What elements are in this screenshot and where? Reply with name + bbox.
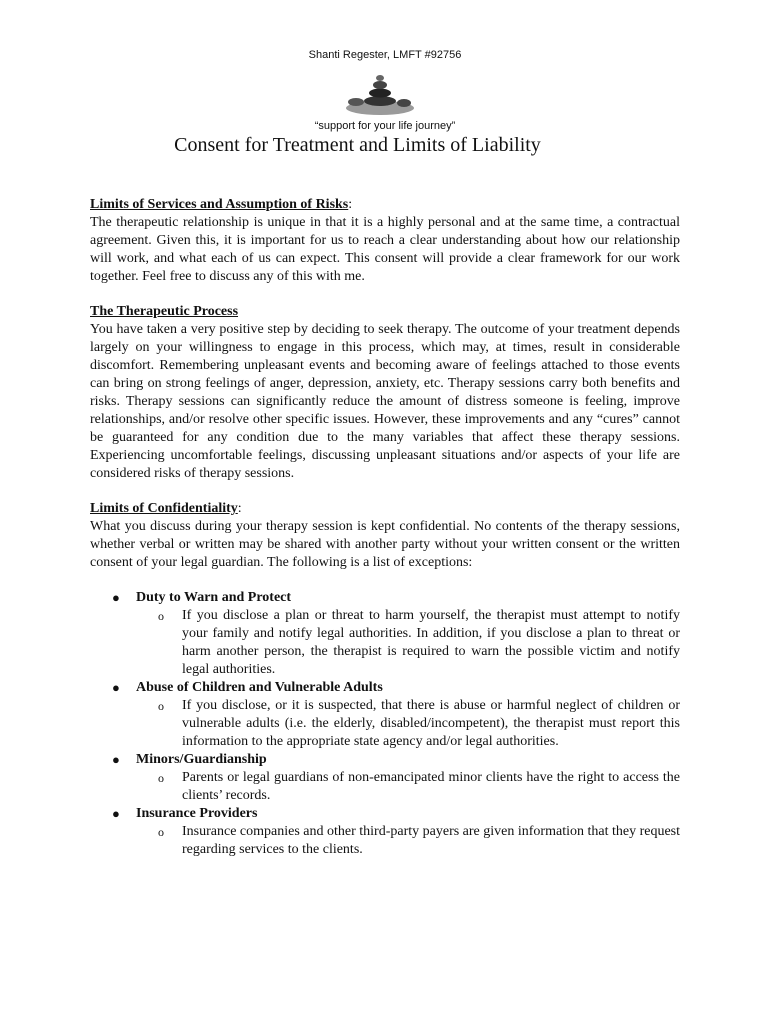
page-title: Consent for Treatment and Limits of Liability xyxy=(174,134,541,156)
section-text: You have taken a very positive step by deciding to seek therapy. The outcome of your treatment depends largely on your willingness to engage in this process, which may, at times, result in considerable discomfort. Remembering unpleasant events and becoming aware of feelings attached to those events can bring on strong feelings of anger, depression, anxiety, etc. Therapy sessions carry both benefits and risks. Therapy sessions can significantly reduce the amount of distress someone is feeling, improve relationships, and/or resolve other specific issues. However, these improvements and any “cures” cannot be guaranteed for any condition due to the many variables that affect these therapy sessions. Experiencing uncomfortable feelings, discussing unpleasant situations and/or aspects of your life are considered risks of therapy sessions. xyxy=(90,322,680,481)
exception-detail-text: Parents or legal guardians of non-emancipated minor clients have the right to access the clients’ records. xyxy=(182,770,680,803)
exception-detail xyxy=(136,607,680,679)
exception-title: Insurance Providers xyxy=(136,806,258,821)
sub-bullet-icon: o xyxy=(158,825,164,839)
section-heading: Limits of Services and Assumption of Risks xyxy=(90,197,349,212)
exception-detail xyxy=(136,769,680,805)
exception-detail-text: Insurance companies and other third-party payers are given information that they request regarding services to the clients. xyxy=(182,824,680,857)
sub-bullet-icon: o xyxy=(158,609,164,623)
tagline: “support for your life journey” xyxy=(314,120,456,132)
section-limits-of-services xyxy=(90,196,680,286)
sub-bullet-icon: o xyxy=(158,699,164,713)
section-text: What you discuss during your therapy session is kept confidential. No contents of the therapy sessions, whether verbal or written may be shared with another party without your written consent or the written consent of your legal guardian. The following is a list of exceptions: xyxy=(90,519,680,570)
exception-detail-text: If you disclose, or it is suspected, that there is abuse or harmful neglect of children or vulnerable adults (i.e. the elderly, disabled/incompetent), the therapist must report this information to the appropriate state agency and/or legal authorities. xyxy=(182,698,680,749)
section-limits-of-confidentiality xyxy=(90,500,680,572)
exception-title: Minors/Guardianship xyxy=(136,752,267,767)
therapist-name: Shanti Regester, LMFT #92756 xyxy=(308,49,462,61)
section-therapeutic-process xyxy=(90,303,680,483)
bullet-icon: ● xyxy=(112,752,120,767)
exceptions-list xyxy=(90,589,680,859)
heading-colon: : xyxy=(237,501,242,516)
exception-title: Duty to Warn and Protect xyxy=(136,590,292,605)
list-item xyxy=(90,751,680,805)
list-item xyxy=(90,589,680,679)
section-heading: Limits of Confidentiality xyxy=(90,501,238,516)
bullet-icon: ● xyxy=(112,680,120,695)
stacked-stones-logo xyxy=(340,72,420,116)
list-item xyxy=(90,805,680,859)
exception-detail xyxy=(136,697,680,751)
exception-detail-text: If you disclose a plan or threat to harm yourself, the therapist must attempt to notify your family and notify legal authorities. In addition, if you disclose a plan to threat or harm another person, the therapist is required to warn the possible victim and notify legal authorities. xyxy=(182,608,680,677)
section-text: The therapeutic relationship is unique in that it is a highly personal and at the same time, a contractual agreement. Given this, it is important for us to reach a clear understanding about how our relationship will work, and what each of us can expect. This consent will provide a clear framework for our work together. Feel free to discuss any of this with me. xyxy=(90,215,680,284)
sub-bullet-icon: o xyxy=(158,771,164,785)
list-item xyxy=(90,679,680,751)
bullet-icon: ● xyxy=(112,590,120,605)
exception-detail xyxy=(136,823,680,859)
heading-colon: : xyxy=(348,197,353,212)
document-body xyxy=(90,196,680,859)
exception-title: Abuse of Children and Vulnerable Adults xyxy=(136,680,383,695)
bullet-icon: ● xyxy=(112,806,120,821)
section-heading: The Therapeutic Process xyxy=(90,304,239,319)
